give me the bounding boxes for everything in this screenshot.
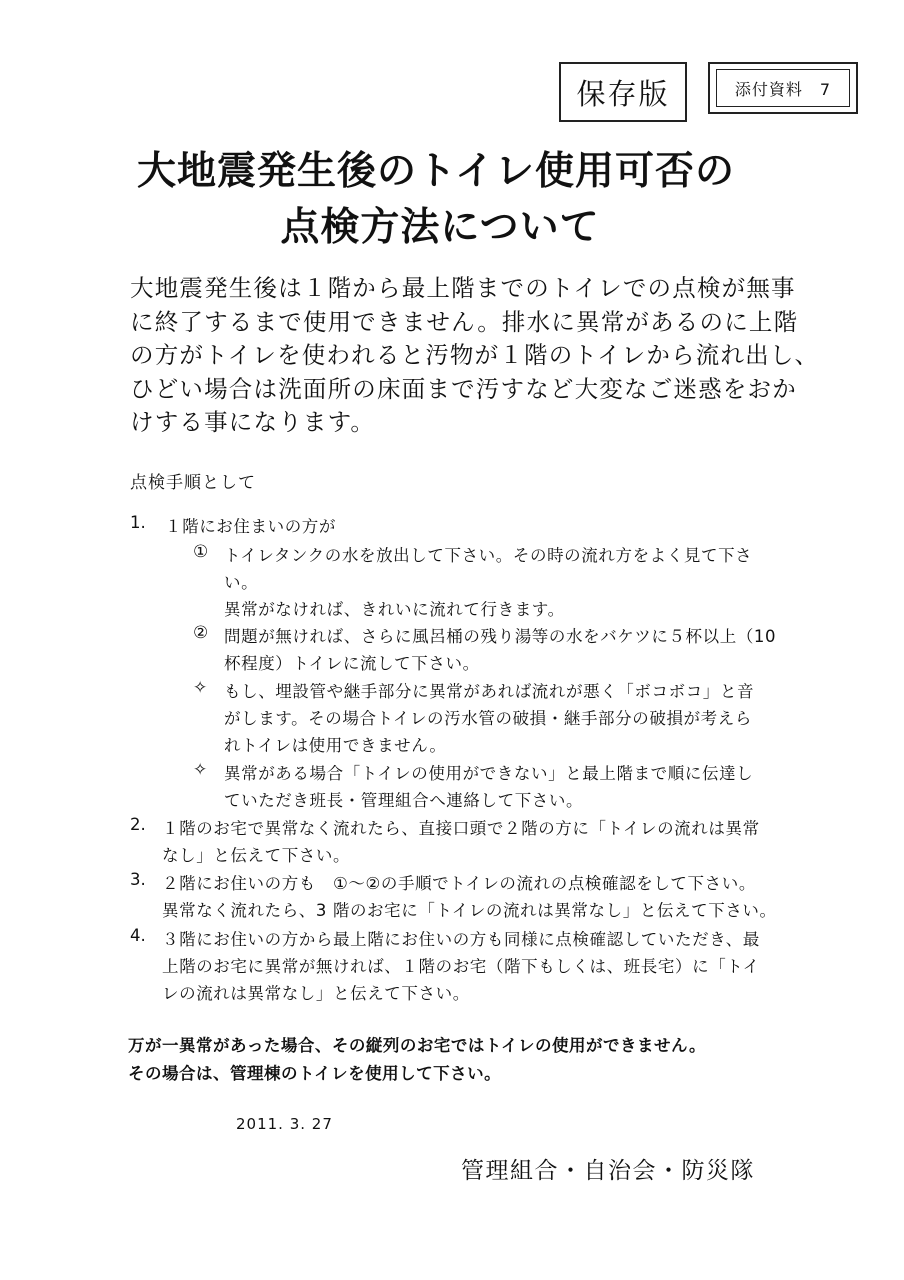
step-1-c1-line: い。	[224, 573, 259, 592]
step-4-line: レの流れは異常なし」と伝えて下さい。	[162, 984, 470, 1003]
document-date: 2011. 3. 27	[236, 1115, 333, 1133]
step-4-line: 上階のお宅に異常が無ければ、１階のお宅（階下もしくは、班長宅）に「トイ	[162, 957, 760, 976]
step-2-number: 2.	[130, 815, 146, 834]
preservation-badge	[559, 62, 687, 122]
step-1-d1-line: もし、埋設管や継手部分に異常があれば流れが悪く「ボコボコ」と音	[224, 682, 755, 701]
step-1-d1-line: れトイレは使用できません。	[224, 736, 447, 755]
footer-note-line: その場合は、管理棟のトイレを使用して下さい。	[128, 1064, 502, 1083]
title-line-2: 点検方法について	[280, 205, 600, 250]
attachment-badge	[708, 62, 858, 114]
attachment-badge-text: 添付資料 7	[734, 79, 832, 99]
step-1-number: 1.	[130, 513, 146, 532]
step-2-line: １階のお宅で異常なく流れたら、直接口頭で２階の方に「トイレの流れは異常	[162, 819, 760, 838]
title-line-1: 大地震発生後のトイレ使用可否の	[136, 149, 736, 194]
issuer-signature: 管理組合・自治会・防災隊	[461, 1158, 755, 1184]
step-1-c1-line: トイレタンクの水を放出して下さい。その時の流れ方をよく見て下さ	[224, 546, 753, 565]
step-2-line: なし」と伝えて下さい。	[162, 846, 351, 865]
intro-line: 大地震発生後は１階から最上階までのトイレでの点検が無事	[130, 274, 796, 302]
step-1-d2-line: 異常がある場合「トイレの使用ができない」と最上階まで順に伝達し	[224, 764, 754, 783]
step-1-c2-line: 杯程度）トイレに流して下さい。	[224, 654, 480, 673]
step-4-number: 4.	[130, 926, 146, 945]
procedure-heading: 点検手順として	[130, 473, 256, 493]
step-3-line: ２階にお住いの方も ①～②の手順でトイレの流れの点検確認をして下さい。	[162, 874, 756, 893]
step-1-d1-line: がします。その場合トイレの汚水管の破損・継手部分の破損が考えら	[224, 709, 752, 728]
intro-line: に終了するまで使用できません。排水に異常があるのに上階	[130, 307, 799, 336]
footer-note-line: 万が一異常があった場合、その縦列のお宅ではトイレの使用ができません。	[128, 1036, 706, 1055]
intro-line: けする事になります。	[130, 408, 376, 436]
step-3-line: 異常なく流れたら、3 階のお宅に「トイレの流れは異常なし」と伝えて下さい。	[162, 901, 777, 920]
intro-paragraph	[130, 272, 830, 440]
step-1-lead: １階にお住まいの方が	[165, 517, 336, 536]
preservation-badge-text: 保存版	[576, 76, 670, 111]
step-1-d2-line: ていただき班長・管理組合へ連絡して下さい。	[224, 791, 584, 810]
circle-2-marker: ②	[193, 623, 209, 643]
intro-line: ひどい場合は洗面所の床面まで汚すなど大変なご迷惑をおか	[130, 374, 797, 403]
step-1-c1-line: 異常がなければ、きれいに流れて行きます。	[224, 600, 565, 619]
diamond-star-icon: ✧	[193, 760, 208, 780]
diamond-star-icon: ✧	[193, 678, 208, 698]
intro-line: の方がトイレを使われると汚物が１階のトイレから流れ出し、	[130, 341, 820, 369]
step-4-line: ３階にお住いの方から最上階にお住いの方も同様に点検確認していただき、最	[162, 930, 760, 949]
step-3-number: 3.	[130, 870, 146, 889]
circle-1-marker: ①	[193, 542, 209, 562]
step-1-c2-line: 問題が無ければ、さらに風呂桶の残り湯等の水をバケツに５杯以上（10	[224, 627, 777, 646]
